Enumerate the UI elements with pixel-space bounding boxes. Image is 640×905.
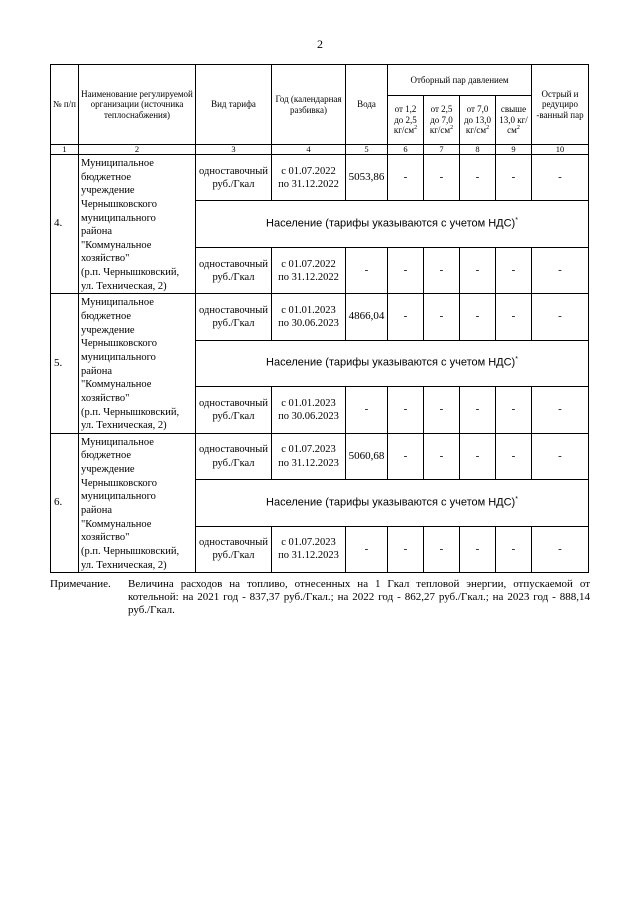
tariff-type-cell bbox=[196, 155, 272, 201]
note bbox=[50, 578, 590, 618]
empty-value: - bbox=[460, 526, 496, 572]
org-name-line: "Коммунальное bbox=[81, 239, 152, 251]
column-number: 1 bbox=[51, 145, 79, 155]
period-start: с 01.01.2023 bbox=[281, 397, 336, 409]
header-pressure-3: от 7,0 до 13,0 $кг/см^2$ bbox=[460, 96, 496, 145]
empty-value: - bbox=[424, 526, 460, 572]
header-tariff-type: Вид тарифа bbox=[196, 65, 272, 145]
tariff-type-cell bbox=[196, 526, 272, 572]
header-pressure-2: от 2,5 до 7,0 $кг/см^2$ bbox=[424, 96, 460, 145]
empty-value: - bbox=[424, 387, 460, 433]
org-name-line: Муниципальное bbox=[81, 158, 154, 169]
org-name-line: Муниципальное bbox=[81, 297, 154, 309]
empty-value: - bbox=[532, 247, 589, 293]
org-name-line: района bbox=[81, 505, 113, 517]
empty-value: - bbox=[388, 155, 424, 201]
org-name-line: бюджетное bbox=[81, 311, 132, 323]
period-start: с 01.01.2023 bbox=[281, 305, 336, 317]
empty-value: - bbox=[496, 526, 532, 572]
org-name-line: Чернышковского bbox=[81, 198, 157, 210]
tariff-type-line: одноставочный bbox=[199, 165, 268, 177]
organization-cell bbox=[79, 155, 196, 294]
empty-value: - bbox=[346, 247, 388, 293]
empty-value: - bbox=[496, 294, 532, 340]
column-number: 6 bbox=[388, 145, 424, 155]
empty-value: - bbox=[460, 387, 496, 433]
tariff-table bbox=[50, 64, 589, 573]
org-name-line: учреждение bbox=[81, 324, 135, 336]
tariff-unit-line: руб./Гкал bbox=[212, 318, 255, 330]
tariff-type-line: одноставочный bbox=[199, 444, 268, 456]
org-name-line: ул. Техническая, 2) bbox=[81, 280, 167, 292]
empty-value: - bbox=[424, 155, 460, 201]
org-name-line: учреждение bbox=[81, 185, 135, 197]
org-name-line: ул. Техническая, 2) bbox=[81, 559, 167, 571]
tariff-type-line: одноставочный bbox=[199, 258, 268, 270]
tariff-unit-line: руб./Гкал bbox=[212, 457, 255, 469]
org-name-line: учреждение bbox=[81, 464, 135, 476]
period-end: по 31.12.2023 bbox=[278, 550, 339, 562]
column-number-row bbox=[51, 145, 589, 155]
period-cell bbox=[272, 433, 346, 479]
empty-value: - bbox=[532, 294, 589, 340]
column-number: 4 bbox=[272, 145, 346, 155]
empty-value: - bbox=[388, 433, 424, 479]
water-value: 5060,68 bbox=[346, 433, 388, 479]
empty-value: - bbox=[532, 526, 589, 572]
period-cell bbox=[272, 387, 346, 433]
population-label: Население (тарифы указываются с учетом НДС)* bbox=[196, 201, 589, 247]
empty-value: - bbox=[346, 387, 388, 433]
org-name-line: ул. Техническая, 2) bbox=[81, 420, 167, 432]
tariff-type-cell bbox=[196, 247, 272, 293]
column-number: 5 bbox=[346, 145, 388, 155]
period-start: с 01.07.2023 bbox=[281, 444, 336, 456]
org-name-line: Муниципальное bbox=[81, 436, 154, 448]
tariff-type-line: одноставочный bbox=[199, 397, 268, 409]
period-start: с 01.07.2022 bbox=[281, 258, 336, 270]
empty-value: - bbox=[460, 247, 496, 293]
tariff-unit-line: руб./Гкал bbox=[212, 178, 255, 190]
org-name-line: хозяйство" bbox=[81, 532, 130, 544]
header-pressure-1: от 1,2 до 2,5 $кг/см^2$ bbox=[388, 96, 424, 145]
empty-value: - bbox=[388, 387, 424, 433]
tariff-type-line: одноставочный bbox=[199, 537, 268, 549]
header-year: Год (календарная разбивка) bbox=[272, 65, 346, 145]
org-name-line: "Коммунальное bbox=[81, 379, 152, 391]
column-number: 10 bbox=[532, 145, 589, 155]
org-name-line: бюджетное bbox=[81, 450, 132, 462]
row-index: 6. bbox=[51, 433, 79, 572]
table-row bbox=[51, 155, 589, 201]
org-name-line: муниципального bbox=[81, 491, 156, 503]
org-name-line: муниципального bbox=[81, 351, 156, 363]
period-end: по 31.12.2022 bbox=[278, 271, 339, 283]
empty-value: - bbox=[460, 294, 496, 340]
period-end: по 30.06.2023 bbox=[278, 411, 339, 423]
column-number: 2 bbox=[79, 145, 196, 155]
empty-value: - bbox=[460, 155, 496, 201]
empty-value: - bbox=[496, 387, 532, 433]
column-number: 8 bbox=[460, 145, 496, 155]
tariff-type-cell bbox=[196, 294, 272, 340]
organization-cell bbox=[79, 433, 196, 572]
population-footnote-mark: * bbox=[515, 356, 518, 364]
org-name-line: хозяйство" bbox=[81, 392, 130, 404]
empty-value: - bbox=[424, 433, 460, 479]
empty-value: - bbox=[388, 526, 424, 572]
water-value: 4866,04 bbox=[346, 294, 388, 340]
org-name-line: (р.п. Чернышковский, bbox=[81, 267, 180, 279]
column-number: 3 bbox=[196, 145, 272, 155]
table-row bbox=[51, 433, 589, 479]
row-index: 4. bbox=[51, 155, 79, 294]
org-name-line: Чернышковского bbox=[81, 338, 157, 350]
header-sharp-steam: Острый и редуциро -ванный пар bbox=[532, 65, 589, 145]
row-index: 5. bbox=[51, 294, 79, 433]
water-value: 5053,86 bbox=[346, 155, 388, 201]
organization-cell bbox=[79, 294, 196, 433]
period-start: с 01.07.2023 bbox=[281, 537, 336, 549]
population-footnote-mark: * bbox=[515, 495, 518, 503]
header-num: № п/п bbox=[51, 65, 79, 145]
column-number: 7 bbox=[424, 145, 460, 155]
empty-value: - bbox=[424, 294, 460, 340]
empty-value: - bbox=[496, 247, 532, 293]
period-cell bbox=[272, 247, 346, 293]
period-end: по 31.12.2022 bbox=[278, 178, 339, 190]
empty-value: - bbox=[532, 387, 589, 433]
note-label: Примечание. bbox=[50, 578, 111, 590]
period-cell bbox=[272, 155, 346, 201]
empty-value: - bbox=[346, 526, 388, 572]
period-cell bbox=[272, 294, 346, 340]
org-name-line: (р.п. Чернышковский, bbox=[81, 545, 180, 557]
column-number: 9 bbox=[496, 145, 532, 155]
org-name-line: (р.п. Чернышковский, bbox=[81, 406, 180, 418]
tariff-unit-line: руб./Гкал bbox=[212, 271, 255, 283]
period-end: по 30.06.2023 bbox=[278, 318, 339, 330]
org-name-line: хозяйство" bbox=[81, 253, 130, 265]
org-name-line: района bbox=[81, 365, 113, 377]
tariff-unit-line: руб./Гкал bbox=[212, 411, 255, 423]
org-name-line: муниципального bbox=[81, 212, 156, 224]
page-number: 2 bbox=[317, 37, 323, 51]
tariff-type-cell bbox=[196, 433, 272, 479]
header-org: Наименование регулируемой организации (источника теплоснабжения) bbox=[79, 65, 196, 145]
tariff-table-body bbox=[51, 155, 589, 573]
table-row bbox=[51, 294, 589, 340]
population-footnote-mark: * bbox=[515, 217, 518, 224]
empty-value: - bbox=[460, 433, 496, 479]
org-name-line: района bbox=[81, 226, 113, 238]
org-name-line: бюджетное bbox=[81, 171, 132, 183]
tariff-unit-line: руб./Гкал bbox=[212, 550, 255, 562]
empty-value: - bbox=[388, 247, 424, 293]
note-text: Величина расходов на топливо, отнесенных на 1 Гкал тепловой энергии, отпускаемой от котельной: на 2021 год - 837,37 руб./Гкал.; на 2022 год - 862,27 руб./Гкал.; на 2023 год - 888,14 руб./Гкал. bbox=[128, 578, 590, 617]
empty-value: - bbox=[424, 247, 460, 293]
empty-value: - bbox=[532, 155, 589, 201]
header-pressure-4: свыше 13,0 $кг/см^2$ bbox=[496, 96, 532, 145]
period-cell bbox=[272, 526, 346, 572]
tariff-type-cell bbox=[196, 387, 272, 433]
org-name-line: Чернышковского bbox=[81, 477, 157, 489]
period-end: по 31.12.2023 bbox=[278, 457, 339, 469]
org-name-line: "Коммунальное bbox=[81, 518, 152, 530]
population-label: Население (тарифы указываются с учетом НДС)* bbox=[196, 480, 589, 526]
empty-value: - bbox=[496, 155, 532, 201]
empty-value: - bbox=[388, 294, 424, 340]
header-steam-group: Отборный пар давлением bbox=[388, 65, 532, 96]
population-label: Население (тарифы указываются с учетом НДС)* bbox=[196, 340, 589, 386]
empty-value: - bbox=[532, 433, 589, 479]
tariff-type-line: одноставочный bbox=[199, 305, 268, 317]
empty-value: - bbox=[496, 433, 532, 479]
header-water: Вода bbox=[346, 65, 388, 145]
period-start: с 01.07.2022 bbox=[281, 165, 336, 177]
